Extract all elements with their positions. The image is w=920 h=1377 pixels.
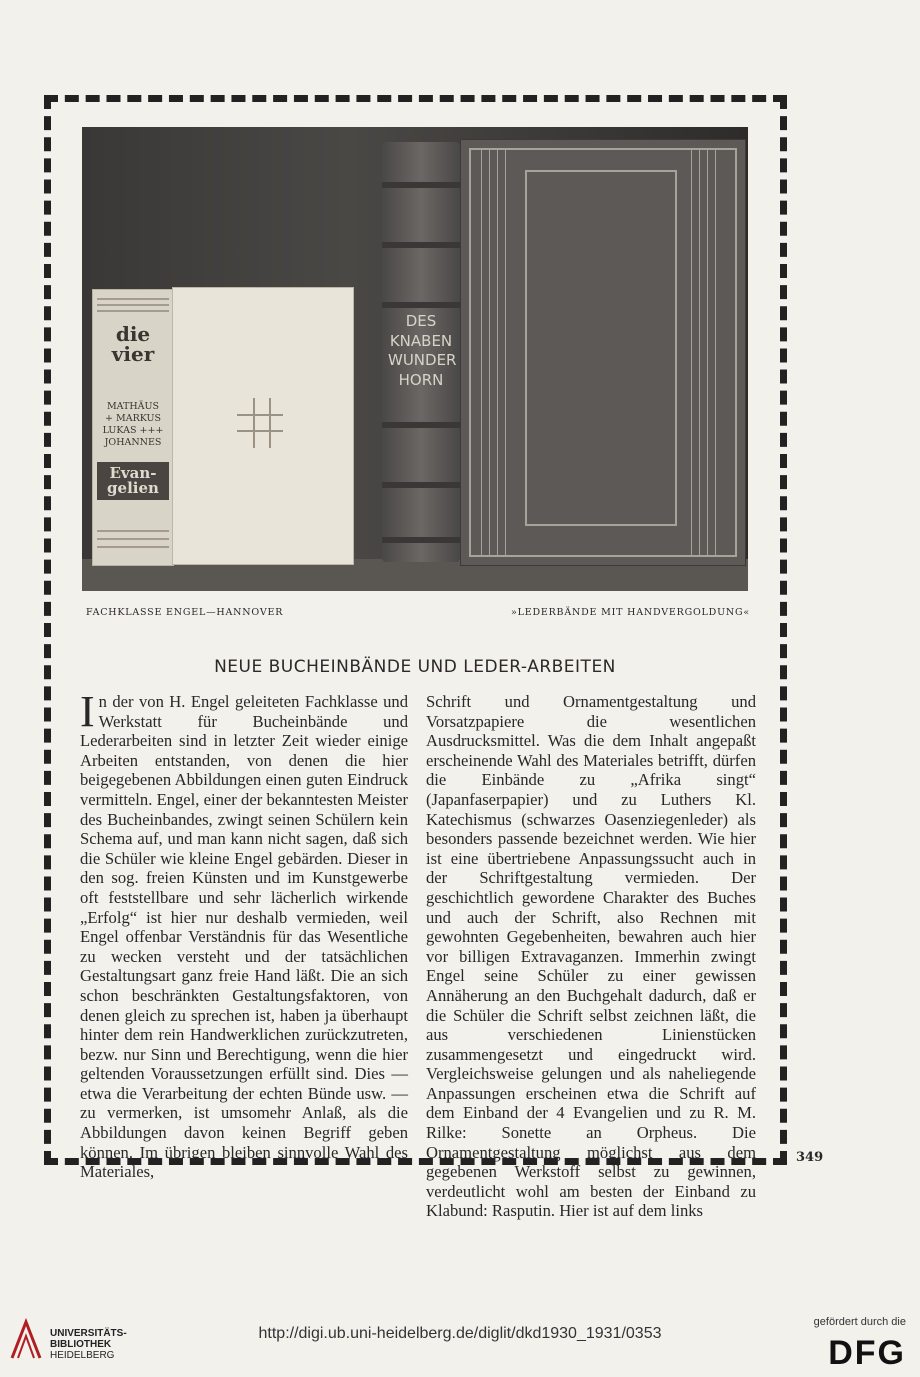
left-column-text: n der von H. Engel geleiteten Fachklasse und Werkstatt für Bucheinbände und Lederarbeiten sind in letzter Zeit wieder einige Arbeiten entstanden, von denen die hier beigegebenen Abbildungen einen guten Eindruck vermitteln. Engel, einer der bekanntesten Meister des Bucheinbandes, zwingt seinen Schülern kein Schema auf, und man kann nicht sagen, daß sich die Schüler wie kleine Engel gebärden. Dieser in den sog. freien Künsten und im Kunstgewerbe oft feststellbare und sehr lächerlich wirkende „Erfolg“ ist hier nur deshalb vermieden, weil Engel offenbar Verständnis für das Wesentliche zu wecken versteht und der tatsächlichen Gestaltungsart ganz freie Hand läßt. Die an sich schon beschränkten Gestaltungsfaktoren, von denen gleich zu sprechen ist, haben ja überhaupt hinter dem rein Handwerklichen zurückzutreten, bezw. nur Sinn und Berechtigung, wenn die hier geltenden Voraussetzungen erfüllt sind. Dies — etwa die Verarbeitung der echten Bünde usw. — zu vermerken, ist umsomehr Anlaß, als die Abbildungen davon keinen Begriff geben können. Im übrigen bleiben sinnvolle Wahl des Materiales,	[80, 692, 408, 1182]
ub-line-2: BIBLIOTHEK	[50, 1339, 112, 1350]
dfg-funding-note: gefördert durch die	[813, 1316, 906, 1328]
article-headline: NEUE BUCHEINBÄNDE UND LEDER-ARBEITEN	[214, 657, 616, 677]
page-number: 349	[796, 1150, 824, 1165]
spine-band	[97, 298, 169, 300]
book1-spine	[92, 289, 174, 566]
text-column-left	[80, 687, 408, 1182]
book2-title-line: HORN	[398, 370, 444, 389]
digital-library-link[interactable]: http://digi.ub.uni-heidelberg.de/diglit/dkd1930_1931/0353	[258, 1325, 662, 1342]
book1-spine-name-3: LUKAS +++	[102, 425, 164, 436]
dropcap: I	[80, 687, 95, 736]
book2-spine	[382, 142, 460, 562]
body-paragraph-left	[80, 687, 408, 1182]
spine-band	[97, 530, 169, 532]
book1-spine-name-4: JOHANNES	[104, 437, 162, 448]
spine-band	[382, 422, 460, 428]
spine-band	[382, 537, 460, 543]
spine-band	[97, 310, 169, 312]
dfg-logo: DFG	[828, 1334, 906, 1372]
book2-title-line: KNABEN	[389, 331, 453, 350]
photo-caption-left: FACHKLASSE ENGEL—HANNOVER	[86, 607, 284, 618]
spine-band	[97, 546, 169, 548]
spine-band	[97, 538, 169, 540]
book-photograph	[82, 127, 748, 591]
spine-band	[382, 182, 460, 188]
cross-ornament-icon	[237, 414, 283, 432]
right-column-text: Schrift und Ornamentgestaltung und Vorsatzpapiere die wesentlichen Ausdrucksmittel. Was die dem Inhalt angepaßt erscheinende Wahl des Materiales betrifft, dürfen die Einbände zu „Afrika singt“ (Japanfaserpapier) und zu Luthers Kl. Katechismus (schwarzes Oasenziegenleder) als besonders passende bezeichnet werden. Wie hier ist eine übertriebene Anpassungssucht auch in der Schriftgestaltung vermieden. Der geschichtlich gewordene Charakter des Buches und auch der Schrift, also Rechnen mit gewohnten Gegebenheiten, bewahren auch hier vor billigen Extravaganzen. Immerhin zwingt Engel seine Schüler zu einer gewissen Annäherung an den Buchgehalt dadurch, daß er die Schüler die Schrift selbst zeichnen läßt, die aus verschiedenen Linienstücken zusammengesetzt und eingedruckt wird. Vergleichsweise gelungen und als naheliegende Anpassungen erscheinen etwa die Schrift auf dem Einband der 4 Evangelien und zu R. M. Rilke: Sonette an Orpheus. Die Ornamentgestaltung möglichst aus dem gegebenen Werkstoff selbst zu gewinnen, verdeutlicht wohl am besten der Einband zu Klabund: Rasputin. Hier ist auf dem links	[426, 692, 756, 1221]
book2-spine-title	[388, 312, 457, 390]
book2-cover	[460, 139, 746, 566]
spine-band	[382, 242, 460, 248]
gilt-line	[505, 148, 506, 557]
ub-line-1: UNIVERSITÄTS-	[50, 1328, 127, 1339]
gilt-line	[497, 148, 498, 557]
gilt-line	[481, 148, 482, 557]
gilt-line	[707, 148, 708, 557]
book1-spine-name-2: + MARKUS	[105, 413, 161, 424]
cover-inner-panel	[525, 170, 677, 526]
gilt-line	[691, 148, 692, 557]
book1-spine-title-bottom: Evan-gelien	[97, 462, 169, 500]
book1-spine-title-top: die vier	[111, 322, 155, 366]
gilt-line	[715, 148, 716, 557]
book2-title-line: WUNDER	[388, 351, 457, 369]
photo-caption-right: »LEDERBÄNDE MIT HANDVERGOLDUNG«	[511, 607, 750, 618]
spine-band	[382, 482, 460, 488]
spine-band	[97, 304, 169, 306]
book2-title-line: DES	[405, 312, 437, 330]
book1-cover	[172, 287, 354, 565]
spine-band	[382, 302, 460, 308]
ub-line-3: HEIDELBERG	[50, 1350, 115, 1361]
text-column-right	[426, 692, 756, 1221]
gilt-line	[699, 148, 700, 557]
gilt-line	[489, 148, 490, 557]
book1-spine-name-1: MATHÄUS	[106, 401, 160, 412]
